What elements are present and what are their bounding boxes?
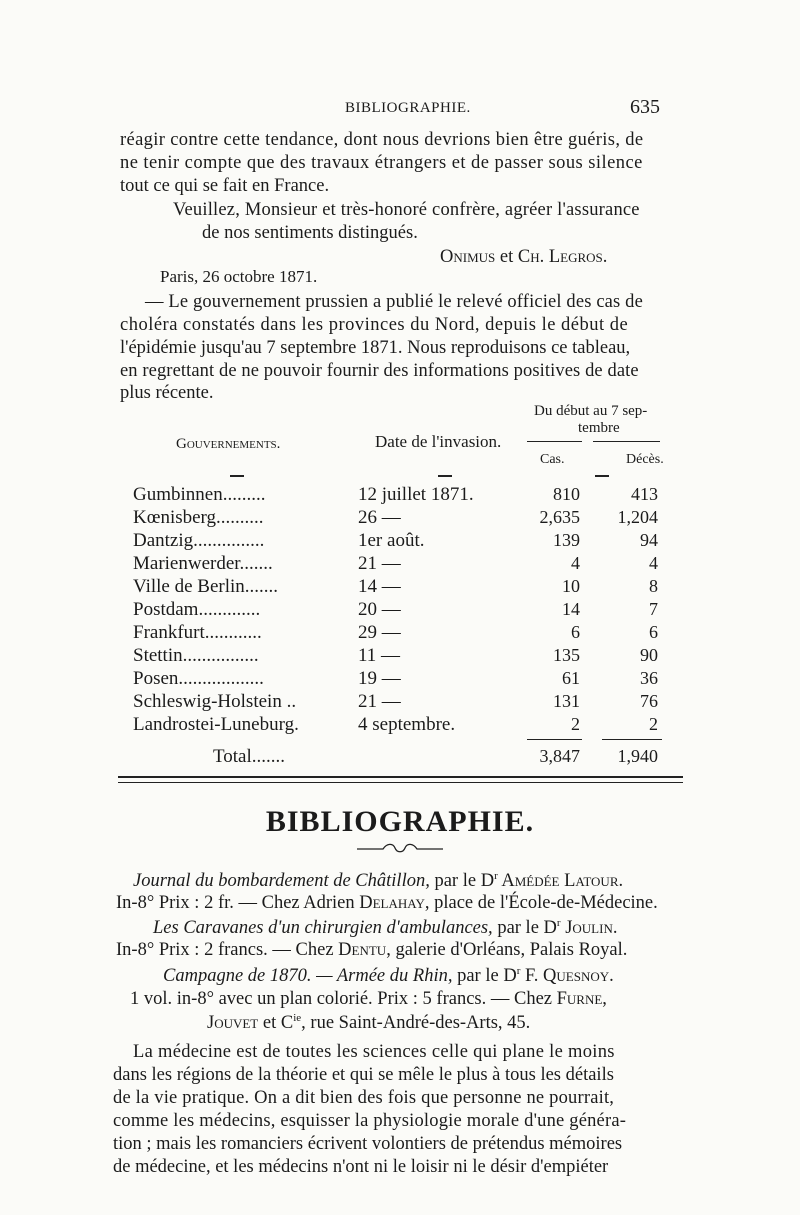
author-name: F. Quesnoy.	[520, 966, 614, 987]
row-cas: 14	[562, 599, 580, 619]
row-date: 1er août.	[358, 530, 425, 551]
publisher-name: Jouvet	[207, 1013, 259, 1034]
sum-rule	[602, 739, 662, 740]
paragraph-line: — Le gouvernement prussien a publié le relevé officiel des cas de	[145, 292, 643, 312]
table-period-header-cont: tembre	[578, 420, 620, 436]
paragraph-line: l'épidémie jusqu'au 7 septembre 1871. Nous reproduisons ce tableau,	[120, 338, 631, 358]
row-date: 19 —	[358, 668, 401, 689]
running-head	[0, 96, 800, 124]
row-deces: 76	[640, 691, 658, 711]
row-date: 20 —	[358, 599, 401, 620]
entry-text: , galerie d'Orléans, Palais Royal.	[386, 940, 628, 960]
row-deces: 90	[640, 645, 658, 665]
row-gouvernement: Schleswig-Holstein ..	[133, 691, 297, 712]
total-cas: 3,847	[539, 746, 580, 766]
work-title: Journal du bombardement de Châtillon,	[133, 871, 430, 892]
entry-by: par le D	[492, 918, 557, 939]
row-gouvernement: Frankfurt............	[133, 622, 262, 643]
section-title: BIBLIOGRAPHIE.	[265, 805, 535, 838]
table-period-header: Du début au 7 sep-	[534, 403, 648, 419]
row-cas: 10	[562, 576, 580, 596]
running-title: BIBLIOGRAPHIE.	[345, 100, 471, 116]
entry-text: , place de l'École-de-Médecine.	[424, 893, 658, 913]
row-cas: 6	[571, 622, 580, 642]
total-label: Total.......	[213, 746, 286, 767]
column-dash	[595, 475, 609, 477]
row-gouvernement: Ville de Berlin.......	[133, 576, 279, 597]
publisher-name: Furne,	[556, 989, 607, 1009]
total-deces: 1,940	[617, 746, 658, 766]
entry-publisher-line	[116, 940, 627, 961]
signature-name: Ch. Legros.	[517, 247, 608, 267]
entry-text: 1 vol. in-8° avec un plan colorié. Prix : 5 francs. — Chez	[130, 989, 557, 1009]
signature	[440, 247, 607, 268]
entry-sup: ie	[293, 1012, 302, 1024]
row-gouvernement: Marienwerder.......	[133, 553, 273, 574]
column-dash	[230, 475, 244, 477]
signature-conjunction: et	[499, 247, 514, 267]
row-date: 26 —	[358, 507, 401, 528]
col-header-cas: Cas.	[540, 452, 565, 467]
row-deces: 36	[640, 668, 658, 688]
entry-title-line	[133, 870, 623, 892]
brace-rule	[593, 441, 660, 442]
entry-text: , rue Saint-André-des-Arts, 45.	[301, 1013, 531, 1034]
entry-by: par le D	[452, 966, 517, 987]
brace-rule	[527, 441, 582, 442]
paragraph-line: dans les régions de la théorie et qui se mêle le plus à tous les détails	[113, 1065, 614, 1085]
entry-by-sup: r	[516, 965, 521, 977]
col-header-date: Date de l'invasion.	[375, 432, 502, 451]
row-cas: 61	[562, 668, 580, 688]
row-gouvernement: Stettin................	[133, 645, 259, 666]
row-date: 14 —	[358, 576, 401, 597]
col-header-gouvernements: Gouvernements.	[176, 436, 281, 452]
row-cas: 2	[571, 714, 580, 734]
entry-by: par le D	[429, 871, 495, 892]
row-deces: 2	[649, 714, 658, 734]
work-title: Les Caravanes d'un chirurgien d'ambulances,	[153, 918, 493, 939]
paragraph-line: tion ; mais les romanciers écrivent volontiers de prétendus mémoires	[113, 1134, 623, 1154]
entry-publisher-line	[207, 1012, 530, 1034]
row-deces: 94	[640, 530, 658, 550]
entry-title-line	[153, 917, 617, 939]
paragraph-line: en regrettant de ne pouvoir fournir des informations positives de date	[120, 361, 639, 381]
row-deces: 413	[631, 484, 658, 504]
entry-text: In-8° Prix : 2 fr. — Chez Adrien	[116, 893, 360, 913]
entry-title-line	[163, 965, 614, 987]
entry-text: In-8° Prix : 2 francs. — Chez	[116, 940, 339, 960]
row-deces: 4	[649, 553, 658, 573]
row-deces: 8	[649, 576, 658, 596]
row-gouvernement: Landrostei-Luneburg.	[133, 714, 299, 735]
paragraph-line: plus récente.	[120, 383, 214, 403]
row-gouvernement: Posen..................	[133, 668, 264, 689]
column-dash	[438, 475, 452, 477]
publisher-name: Delahay	[359, 893, 425, 913]
row-gouvernement: Kœnisberg..........	[133, 507, 264, 528]
entry-text: et C	[258, 1013, 294, 1034]
row-cas: 2,635	[539, 507, 580, 527]
row-date: 21 —	[358, 553, 401, 574]
row-deces: 1,204	[617, 507, 658, 527]
sum-rule	[527, 739, 582, 740]
page-number: 635	[630, 96, 660, 118]
dateline: Paris, 26 octobre 1871.	[160, 267, 318, 286]
row-deces: 6	[649, 622, 658, 642]
paragraph-line: tout ce qui se fait en France.	[120, 176, 330, 196]
section-rule	[118, 776, 683, 778]
col-header-deces: Décès.	[626, 452, 664, 467]
paragraph-line: de la vie pratique. On a dit bien des fois que personne ne pourrait,	[113, 1088, 615, 1108]
row-date: 12 juillet 1871.	[358, 484, 474, 505]
row-cas: 131	[553, 691, 580, 711]
paragraph-line: ne tenir compte que des travaux étrangers et de passer sous silence	[120, 153, 643, 173]
closing-line: de nos sentiments distingués.	[202, 223, 418, 243]
entry-by-sup: r	[556, 917, 561, 929]
row-cas: 135	[553, 645, 580, 665]
entry-publisher-line	[116, 893, 658, 914]
row-gouvernement: Postdam.............	[133, 599, 261, 620]
closing-line: Veuillez, Monsieur et très-honoré confrère, agréer l'assurance	[173, 200, 640, 220]
row-gouvernement: Dantzig...............	[133, 530, 265, 551]
signature-name: Onimus	[440, 247, 496, 267]
ornament-flourish	[355, 841, 445, 860]
paragraph-line: comme les médecins, esquisser la physiologie morale d'une généra-	[113, 1111, 627, 1131]
section-rule	[118, 782, 683, 783]
row-gouvernement: Gumbinnen.........	[133, 484, 266, 505]
row-date: 11 —	[358, 645, 401, 666]
paragraph-line: La médecine est de toutes les sciences celle qui plane le moins	[133, 1042, 615, 1062]
row-deces: 7	[649, 599, 658, 619]
entry-publisher-line	[130, 989, 607, 1010]
row-cas: 4	[571, 553, 580, 573]
paragraph-line: de médecine, et les médecins n'ont ni le loisir ni le désir d'empiéter	[113, 1157, 609, 1177]
flourish-icon	[355, 841, 445, 855]
entry-by-sup: r	[494, 870, 498, 882]
author-name: Amédée Latour.	[497, 871, 624, 892]
paragraph-line: choléra constatés dans les provinces du Nord, depuis le début de	[120, 315, 629, 335]
row-cas: 139	[553, 530, 580, 550]
row-date: 21 —	[358, 691, 401, 712]
row-date: 29 —	[358, 622, 401, 643]
row-cas: 810	[553, 484, 580, 504]
paragraph-line: réagir contre cette tendance, dont nous devrions bien être guéris, de	[120, 130, 644, 150]
publisher-name: Dentu	[338, 940, 387, 960]
work-title: Campagne de 1870. — Armée du Rhin,	[163, 966, 453, 987]
author-name: Joulin.	[560, 918, 618, 939]
row-date: 4 septembre.	[358, 714, 456, 735]
